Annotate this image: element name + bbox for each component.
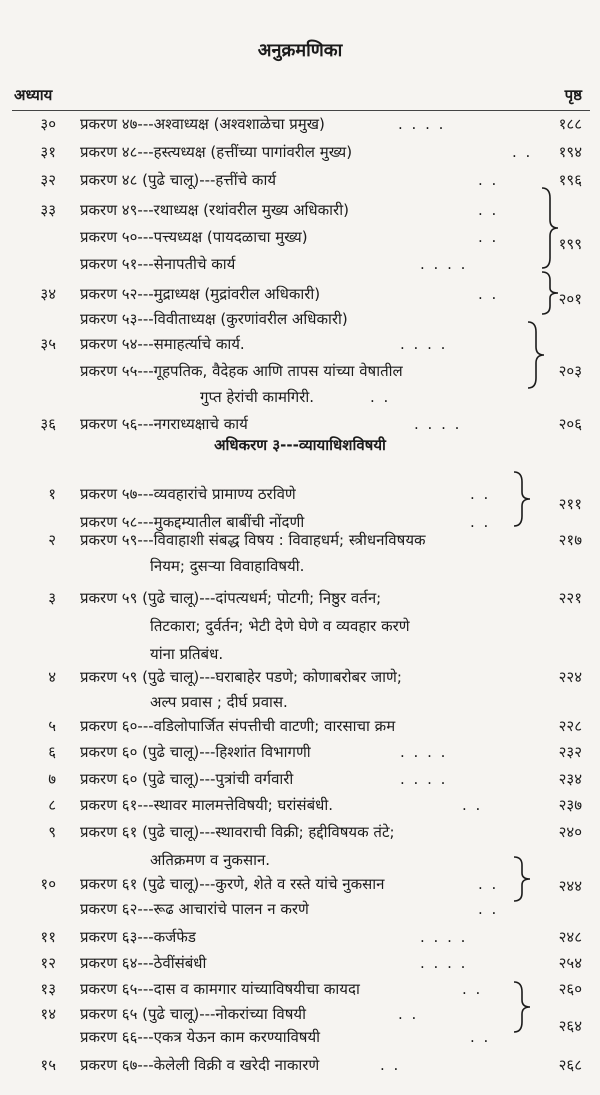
page-number xyxy=(0,1051,600,1079)
page-number xyxy=(0,712,600,740)
entry-text: प्रकरण ६०---वडिलोपार्जित संपत्तीची वाटणी; वारसाचा क्रम xyxy=(80,717,396,735)
chapter-number: १२ xyxy=(40,954,56,972)
page-number xyxy=(0,166,600,194)
chapter-number: ३६ xyxy=(40,415,56,433)
toc-row xyxy=(0,330,600,358)
page-number-text: २५४ xyxy=(558,954,582,972)
chapter-number: १ xyxy=(48,485,56,503)
toc-row xyxy=(0,1023,600,1051)
page-number-text: १८८ xyxy=(558,115,582,133)
page-number xyxy=(0,526,600,554)
page-number-text: २०६ xyxy=(558,415,582,433)
page-number-text: १९९ xyxy=(558,235,582,253)
chapter-number: २ xyxy=(48,531,56,549)
page-number-text: २२८ xyxy=(558,717,582,735)
entry-text: प्रकरण ५८---मुकद्दम्यातील बाबींची नोंदणी xyxy=(80,513,305,531)
leader-dots: . . . . xyxy=(400,743,448,761)
entry-text: प्रकरण ६५---दास व कामगार यांच्याविषयीचा कायदा xyxy=(80,980,360,998)
chapter-number: १५ xyxy=(40,1056,56,1074)
entry-text: गुप्त हेरांची कामगिरी. xyxy=(200,388,315,406)
brace-group-203 xyxy=(526,320,548,390)
chapter-number: ८ xyxy=(48,796,56,814)
entry-text: प्रकरण ६० (पुढे चालू)---हिश्शांत विभागणी xyxy=(80,743,311,761)
page-number-text: १९४ xyxy=(558,143,582,161)
page-title: अनुक्रमणिका xyxy=(257,40,343,61)
page-number xyxy=(0,138,600,166)
leader-dots: . . xyxy=(478,900,499,918)
chapter-number: ३५ xyxy=(40,335,56,353)
chapter-number: ३० xyxy=(40,115,56,133)
page-number xyxy=(0,975,600,1003)
leader-dots: . . xyxy=(462,980,483,998)
entry-text: प्रकरण ५६---नगराध्यक्षाचे कार्य xyxy=(80,415,248,433)
entry-text: प्रकरण ६१---स्थावर मालमत्तेविषयी; घरांसंबंधी. xyxy=(80,796,334,814)
leader-dots: . . xyxy=(470,1028,491,1046)
leader-dots: . . xyxy=(462,796,483,814)
chapter-number: ६ xyxy=(48,743,56,761)
leader-dots: . . . . xyxy=(414,415,462,433)
brace-group-199 xyxy=(540,186,562,270)
leader-dots: . . xyxy=(512,143,533,161)
page-number-text: २६० xyxy=(558,980,582,998)
chapter-number: ७ xyxy=(48,770,56,788)
leader-dots: . . . . xyxy=(420,928,468,946)
entry-text: अतिक्रमण व नुकसान. xyxy=(150,851,271,869)
leader-dots: . . . . xyxy=(398,115,446,133)
entry-text: अल्प प्रवास ; दीर्घ प्रवास. xyxy=(150,693,288,711)
page-number-text: २०३ xyxy=(558,362,582,380)
page-number-text: २११ xyxy=(558,495,582,513)
page-number xyxy=(0,791,600,819)
leader-dots: . . xyxy=(478,171,499,189)
page-number xyxy=(0,663,600,691)
page-number xyxy=(0,738,600,766)
entry-text: प्रकरण ४८---हस्त्यध्यक्ष (हत्तींच्या पागांवरील मुख्य) xyxy=(80,143,353,161)
toc-row xyxy=(0,196,600,224)
chapter-number: ३ xyxy=(48,589,56,607)
entry-text: प्रकरण ५९ (पुढे चालू)---घराबाहेर पडणे; कोणाबरोबर जाणे; xyxy=(80,668,402,686)
leader-dots: . . . . xyxy=(420,954,468,972)
leader-dots: . . xyxy=(478,875,499,893)
leader-dots: . . xyxy=(470,485,491,503)
page-number-text: २०१ xyxy=(558,290,582,308)
entry-text: प्रकरण ६६---एकत्र येऊन काम करण्याविषयी xyxy=(80,1028,321,1046)
entry-text: प्रकरण ६२---रूढ आचारांचे पालन न करणे xyxy=(80,900,309,918)
toc-row xyxy=(0,305,600,333)
leader-dots: . . xyxy=(470,513,491,531)
toc-row xyxy=(0,612,600,640)
entry-text: प्रकरण ५३---विवीताध्यक्ष (कुरणांवरील अधिकारी) xyxy=(80,310,348,328)
toc-row xyxy=(0,250,600,278)
page-number xyxy=(0,923,600,951)
leader-dots: . . xyxy=(478,285,499,303)
entry-text: प्रकरण ६५ (पुढे चालू)---नोकरांच्या विषयी xyxy=(80,1005,306,1023)
section-heading: अधिकरण ३---व्यायाधिशविषयी xyxy=(214,436,386,454)
page-number xyxy=(0,410,600,438)
page-number-text: २४० xyxy=(558,823,582,841)
chapter-number: ३४ xyxy=(40,285,56,303)
chapter-number: ९ xyxy=(48,823,56,841)
entry-text: प्रकरण ५५---गूहपतिक, वैदेहक आणि तापस यांच्या वेषातील xyxy=(80,362,403,380)
page-number-text: २३७ xyxy=(558,796,582,814)
leader-dots: . . . . xyxy=(420,255,468,273)
page-number-text: २४४ xyxy=(558,877,582,895)
entry-text: तिटकारा; दुर्वर्तन; भेटी देणे घेणे व व्यवहार करणे xyxy=(150,617,410,635)
toc-row xyxy=(0,895,600,923)
chapter-number: ३३ xyxy=(40,201,56,219)
page-number-text: २४८ xyxy=(558,928,582,946)
page-number-text: १९६ xyxy=(558,171,582,189)
page-number xyxy=(0,584,600,612)
entry-text: यांना प्रतिबंध. xyxy=(150,645,224,663)
page-number xyxy=(0,357,600,385)
chapter-column-header: अध्याय xyxy=(14,86,53,104)
chapter-number: १३ xyxy=(40,980,56,998)
chapter-number: ४ xyxy=(48,668,56,686)
entry-text: प्रकरण ६३---कर्जफेड xyxy=(80,928,196,946)
entry-text: प्रकरण ५४---समाहर्त्याचे कार्य. xyxy=(80,335,245,353)
chapter-number: ११ xyxy=(40,928,56,946)
entry-text: प्रकरण ४९---रथाध्यक्ष (रथांवरील मुख्य अधिकारी) xyxy=(80,201,349,219)
chapter-number: १४ xyxy=(40,1005,56,1023)
page-number-text: २२१ xyxy=(558,589,582,607)
entry-text: प्रकरण ५७---व्यवहारांचे प्रामाण्य ठरविणे xyxy=(80,485,296,503)
brace-group-264 xyxy=(512,980,534,1034)
entry-text: प्रकरण ४८ (पुढे चालू)---हत्तींचे कार्य xyxy=(80,171,277,189)
leader-dots: . . xyxy=(398,1005,419,1023)
page-number xyxy=(0,949,600,977)
entry-text: प्रकरण ५१---सेनापतीचे कार्य xyxy=(80,255,236,273)
page-number-text: २६४ xyxy=(558,1017,582,1035)
page-number xyxy=(0,818,600,846)
entry-text: प्रकरण ६४---ठेवींसंबंधी xyxy=(80,954,207,972)
entry-text: नियम; दुसऱ्या विवाहाविषयी. xyxy=(150,557,305,575)
leader-dots: . . . . xyxy=(400,770,448,788)
entry-text: प्रकरण ६१ (पुढे चालू)---कुरणे, शेते व रस्ते यांचे नुकसान xyxy=(80,875,385,893)
entry-text: प्रकरण ६१ (पुढे चालू)---स्थावराची विक्री; हद्दीविषयक तंटे; xyxy=(80,823,395,841)
brace-group-211 xyxy=(512,470,534,528)
toc-row xyxy=(0,552,600,580)
entry-text: प्रकरण ५९---विवाहाशी संबद्ध विषय : विवाहधर्म; स्त्रीधनविषयक xyxy=(80,531,426,549)
brace-group-244 xyxy=(512,855,534,903)
page-number-text: २६८ xyxy=(558,1056,582,1074)
brace-group-201 xyxy=(540,270,562,316)
page-number-text: २३४ xyxy=(558,770,582,788)
entry-text: प्रकरण ५२---मुद्राध्यक्ष (मुद्रांवरील अधिकारी) xyxy=(80,285,321,303)
page-column-header: पृष्ठ xyxy=(564,86,582,104)
page-number-text: २२४ xyxy=(558,668,582,686)
entry-text: प्रकरण ५०---पत्त्यध्यक्ष (पायदळाचा मुख्य) xyxy=(80,228,308,246)
leader-dots: . . xyxy=(380,1056,401,1074)
chapter-number: ५ xyxy=(48,717,56,735)
page-number-text: २१७ xyxy=(558,531,582,549)
leader-dots: . . xyxy=(478,228,499,246)
page-number xyxy=(0,765,600,793)
leader-dots: . . xyxy=(478,201,499,219)
entry-text: प्रकरण ५९ (पुढे चालू)---दांपत्यधर्म; पोटगी; निष्ठुर वर्तन; xyxy=(80,589,382,607)
page-number-text: २३२ xyxy=(558,743,582,761)
entry-text: प्रकरण ६० (पुढे चालू)---पुत्रांची वर्गवारी xyxy=(80,770,294,788)
leader-dots: . . . . xyxy=(400,335,448,353)
page-number xyxy=(0,110,600,138)
entry-text: प्रकरण ६७---केलेली विक्री व खरेदी नाकारणे xyxy=(80,1056,320,1074)
chapter-number: ३२ xyxy=(40,171,56,189)
toc-row xyxy=(0,383,600,411)
leader-dots: . . xyxy=(370,388,391,406)
chapter-number: ३१ xyxy=(40,143,56,161)
entry-text: प्रकरण ४७---अश्वाध्यक्ष (अश्वशाळेचा प्रमुख) xyxy=(80,115,325,133)
chapter-number: १० xyxy=(40,875,56,893)
